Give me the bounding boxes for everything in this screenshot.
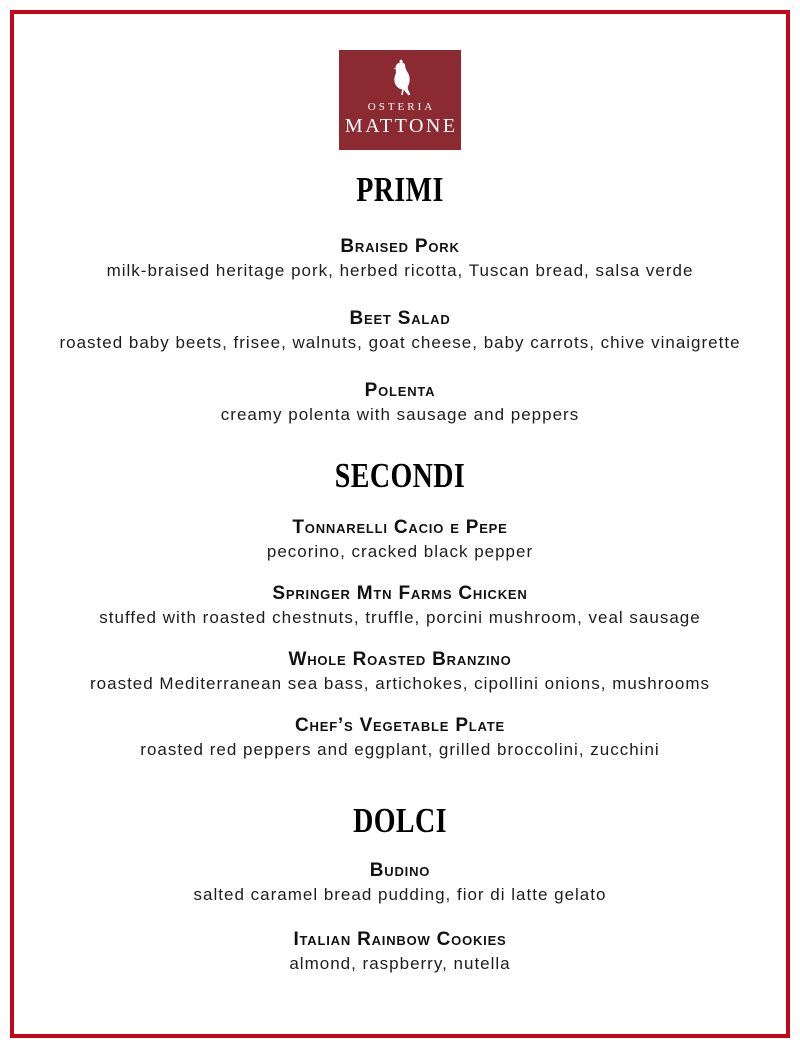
logo-text-osteria: OSTERIA	[367, 101, 436, 113]
menu-item	[0, 648, 800, 695]
item-description: roasted red peppers and eggplant, grilled broccolini, zucchini	[140, 740, 660, 759]
item-description: stuffed with roasted chestnuts, truffle, porcini mushroom, veal sausage	[99, 608, 701, 627]
item-name: Budino	[369, 860, 431, 881]
item-description: pecorino, cracked black pepper	[266, 542, 534, 561]
item-description: salted caramel bread pudding, fior di latte gelato	[193, 885, 607, 904]
menu-item	[0, 714, 800, 761]
section-title-primi: PRIMI	[356, 170, 444, 209]
menu-item	[0, 235, 800, 282]
section-dolci	[0, 801, 800, 975]
item-name: Chef’s Vegetable Plate	[295, 715, 505, 736]
section-secondi	[0, 456, 800, 761]
item-name: Springer Mtn Farms Chicken	[272, 583, 528, 604]
item-name: Whole Roasted Branzino	[288, 649, 512, 670]
menu-item	[0, 516, 800, 563]
item-description: creamy polenta with sausage and peppers	[220, 405, 580, 424]
menu-item	[0, 582, 800, 629]
item-description: roasted Mediterranean sea bass, artichokes, cipollini onions, mushrooms	[90, 674, 710, 693]
section-title-secondi: SECONDI	[334, 456, 466, 495]
quail-bird-icon	[385, 58, 415, 96]
menu-item	[0, 379, 800, 426]
item-name: Italian Rainbow Cookies	[293, 929, 507, 950]
menu-item	[0, 928, 800, 975]
item-description: roasted baby beets, frisee, walnuts, goat cheese, baby carrots, chive vinaigrette	[59, 333, 741, 352]
logo-text-mattone: MATTONE	[344, 115, 458, 137]
restaurant-logo	[339, 50, 461, 150]
item-name: Polenta	[364, 380, 436, 401]
menu-item	[0, 859, 800, 906]
item-description: almond, raspberry, nutella	[289, 954, 511, 973]
section-primi	[0, 170, 800, 426]
item-name: Beet Salad	[349, 308, 451, 329]
item-name: Tonnarelli Cacio e Pepe	[292, 517, 508, 538]
item-description: milk-braised heritage pork, herbed ricotta, Tuscan bread, salsa verde	[106, 261, 694, 280]
item-name: Braised Pork	[340, 236, 460, 257]
menu-item	[0, 307, 800, 354]
section-title-dolci: DOLCI	[353, 801, 447, 840]
